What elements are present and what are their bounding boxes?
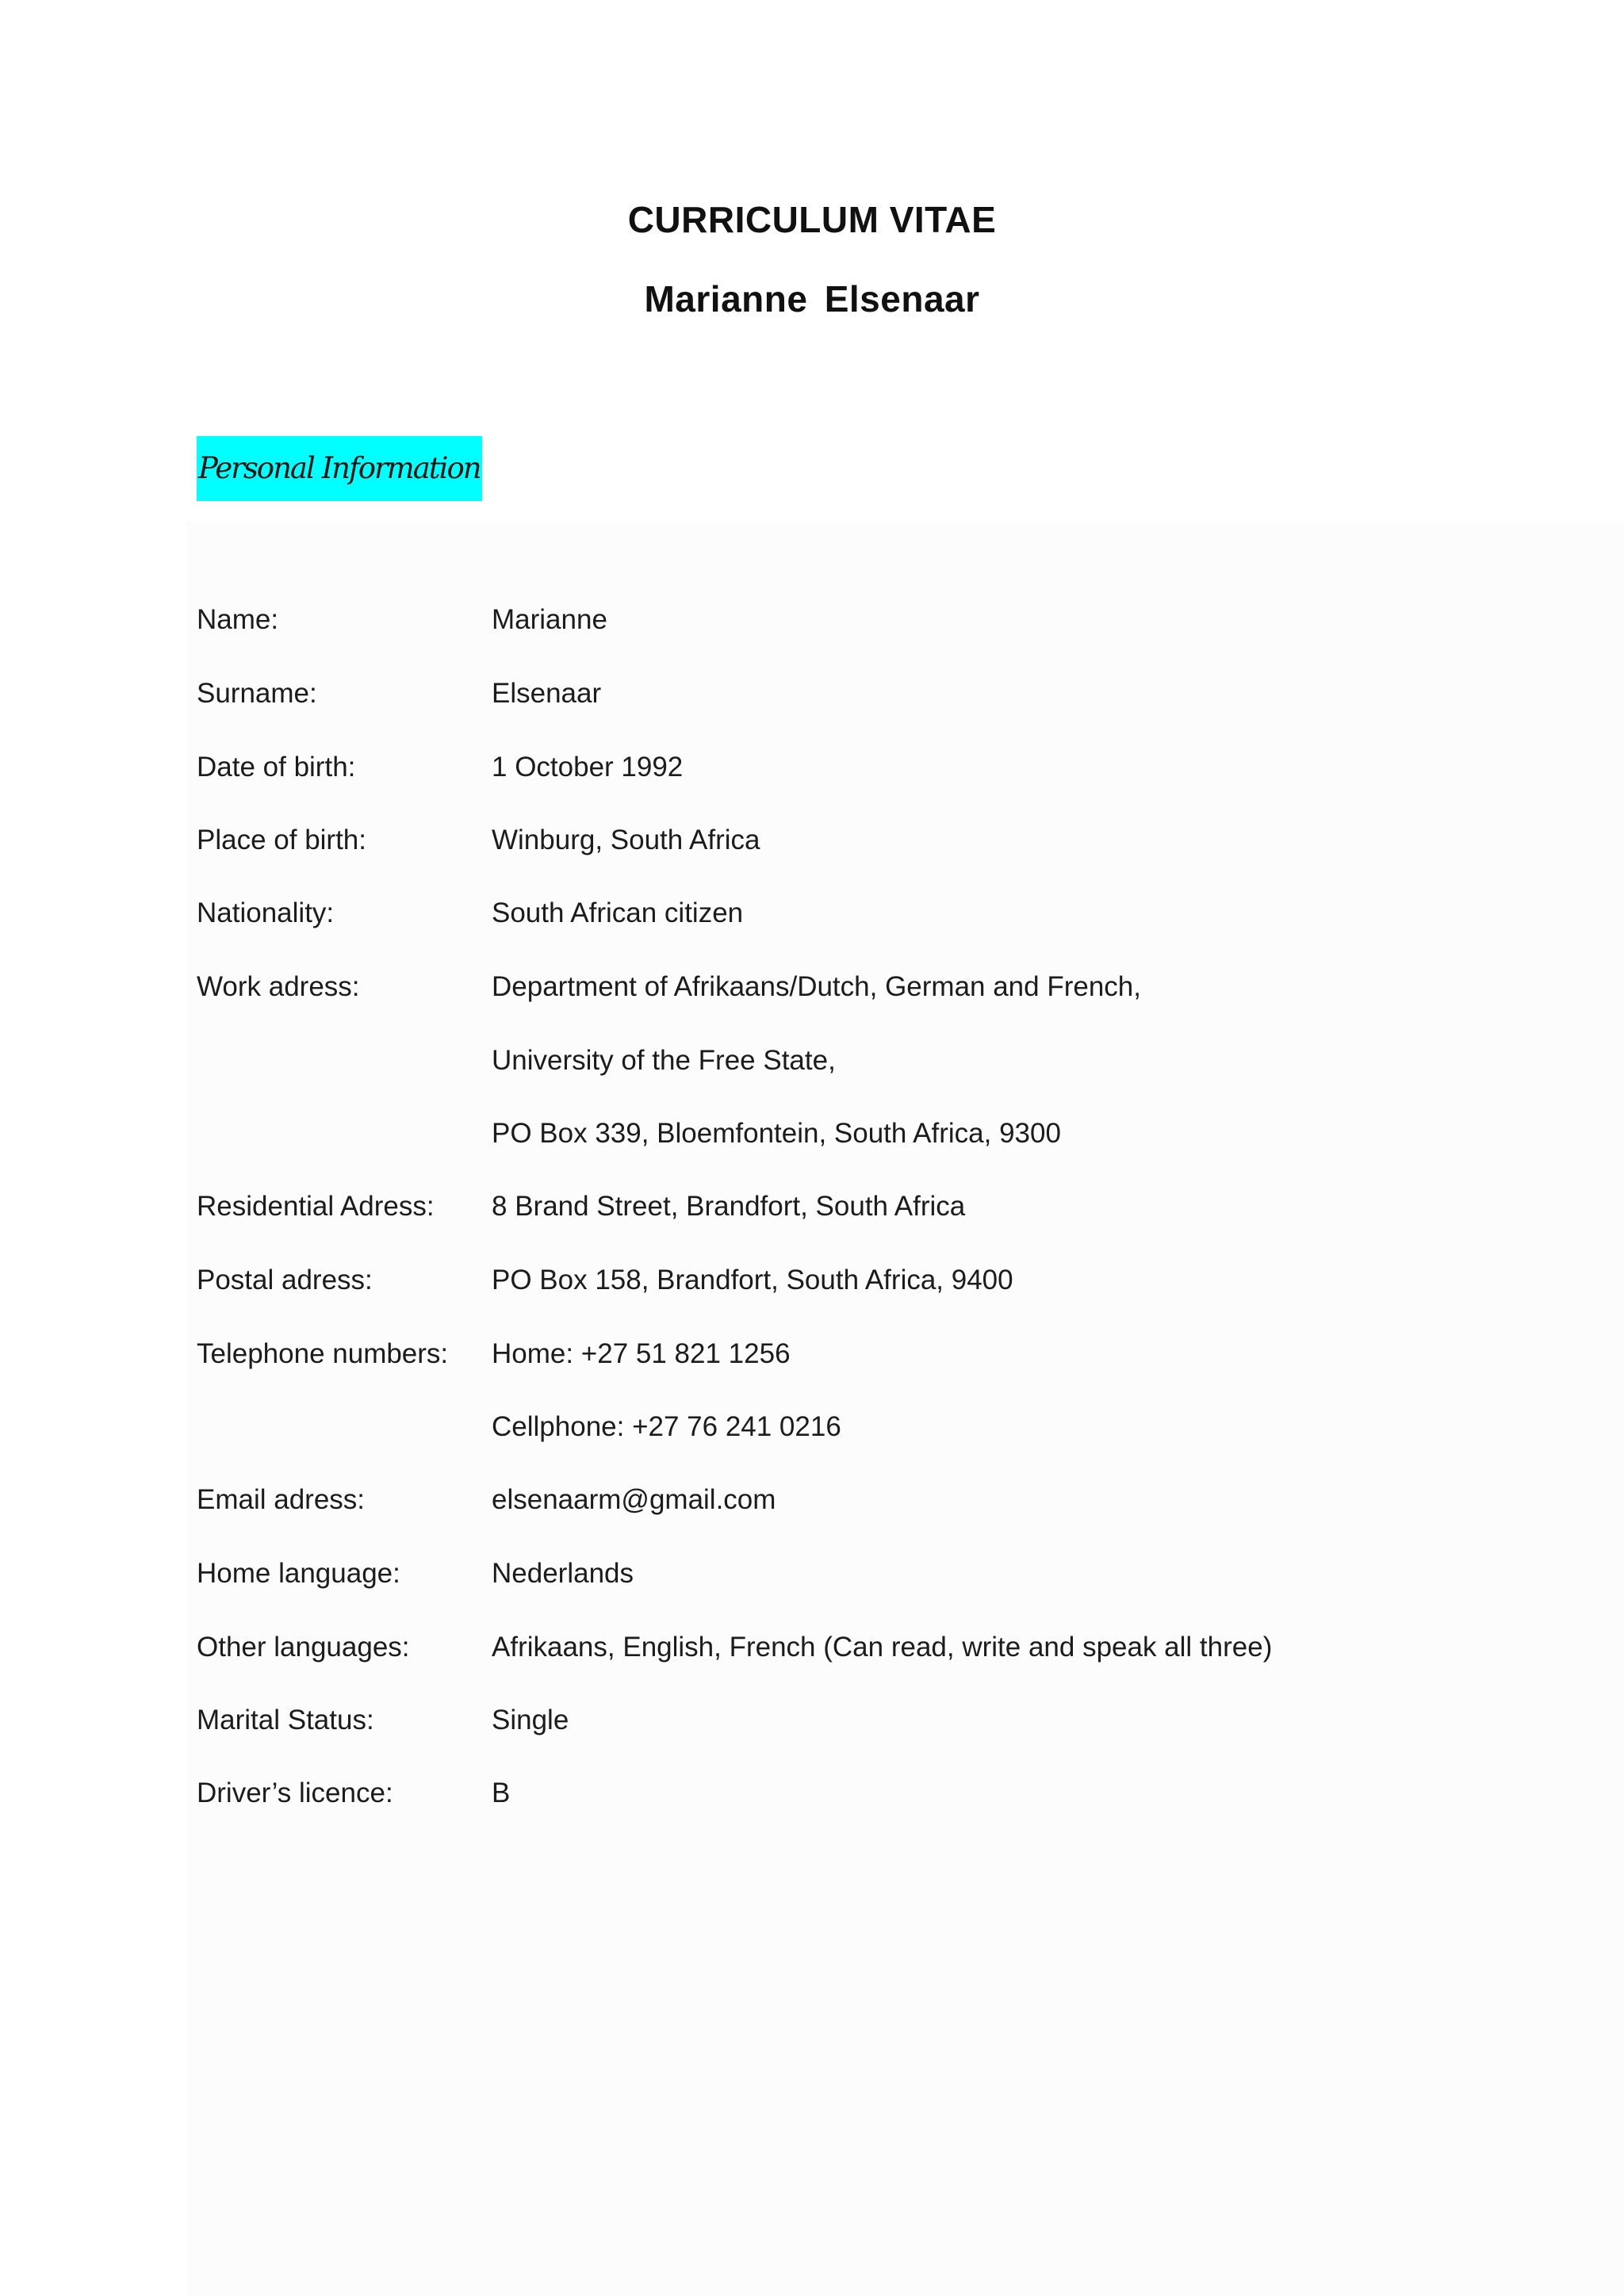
- info-value: Cellphone: +27 76 241 0216: [492, 1411, 841, 1442]
- info-value: Winburg, South Africa: [492, 825, 760, 855]
- info-label: Place of birth:: [197, 825, 366, 855]
- info-value: 8 Brand Street, Brandfort, South Africa: [492, 1191, 966, 1222]
- info-label: Driver’s licence:: [197, 1777, 393, 1808]
- info-value: 1 October 1992: [492, 752, 684, 783]
- info-label: Other languages:: [197, 1632, 410, 1663]
- info-value: Afrikaans, English, French (Can read, write and speak all three): [492, 1632, 1273, 1663]
- info-label: Date of birth:: [197, 752, 356, 783]
- person-name: Marianne Elsenaar: [644, 278, 980, 320]
- info-value: PO Box 339, Bloemfontein, South Africa, 9300: [492, 1118, 1061, 1149]
- info-label: Postal adress:: [197, 1265, 373, 1295]
- info-value: Elsenaar: [492, 678, 602, 709]
- info-value: PO Box 158, Brandfort, South Africa, 9400: [492, 1265, 1013, 1295]
- info-label: Marital Status:: [197, 1705, 374, 1735]
- document-title: CURRICULUM VITAE: [627, 199, 997, 240]
- info-label: Nationality:: [197, 897, 335, 928]
- info-value: B: [492, 1777, 511, 1808]
- info-label: Surname:: [197, 678, 317, 709]
- info-label: Telephone numbers:: [197, 1338, 449, 1369]
- info-value: University of the Free State,: [492, 1045, 836, 1076]
- info-value: Single: [492, 1705, 569, 1735]
- info-label: Email adress:: [197, 1484, 366, 1515]
- info-label: Residential Adress:: [197, 1191, 435, 1222]
- info-value: Home: +27 51 821 1256: [492, 1338, 791, 1369]
- info-value: Department of Afrikaans/Dutch, German and French,: [492, 971, 1141, 1002]
- info-value: Marianne: [492, 604, 607, 635]
- info-label: Home language:: [197, 1558, 400, 1589]
- content-panel: [187, 522, 1624, 2296]
- section-heading-personal-information: Personal Information: [197, 436, 482, 501]
- info-value: elsenaarm@gmail.com: [492, 1484, 776, 1515]
- info-value: South African citizen: [492, 897, 744, 928]
- info-label: Name:: [197, 604, 279, 635]
- info-value: Nederlands: [492, 1558, 634, 1589]
- info-label: Work adress:: [197, 971, 360, 1002]
